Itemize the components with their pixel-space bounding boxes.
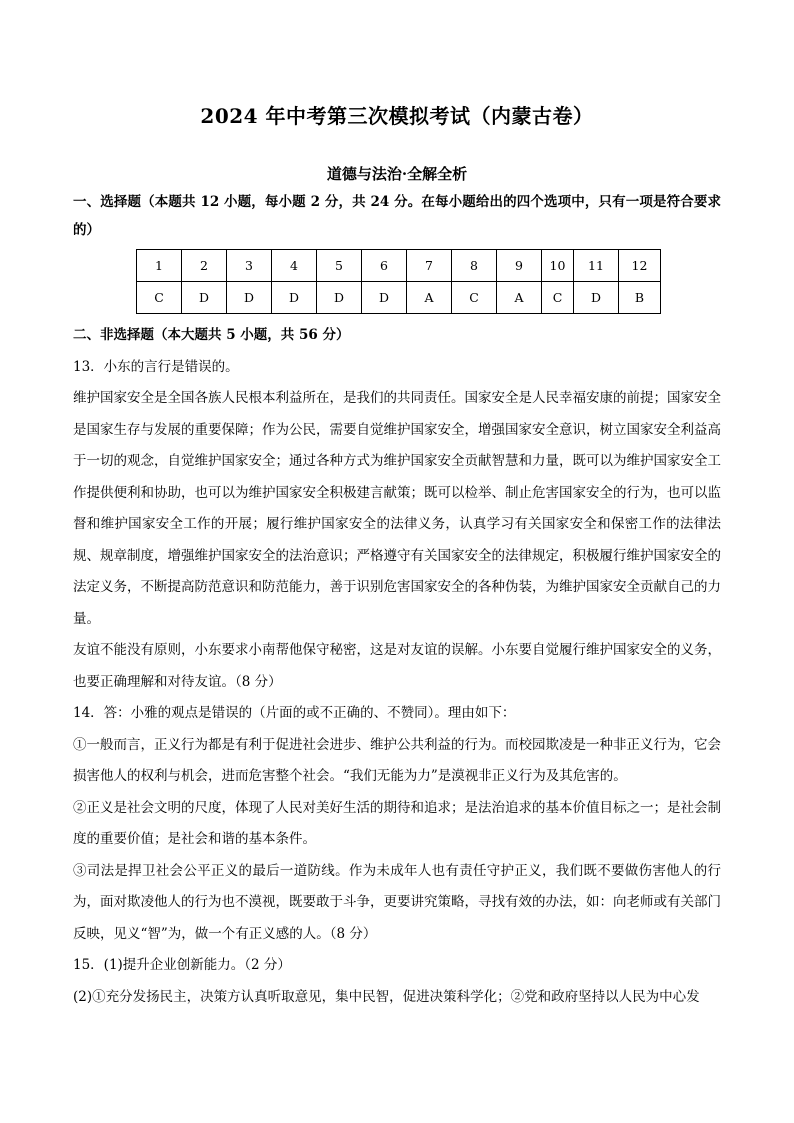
table-cell: A — [497, 282, 542, 314]
table-cell: 7 — [407, 250, 452, 282]
table-cell: 4 — [272, 250, 317, 282]
table-cell: 1 — [137, 250, 182, 282]
table-cell: A — [407, 282, 452, 314]
table-cell: B — [619, 282, 661, 314]
page-subtitle: 道德与法治·全解全析 — [326, 165, 468, 183]
section1-heading: 一、选择题（本题共 12 小题，每小题 2 分，共 24 分。在每小题给出的四个选项中，只有一项是符合要求的） — [73, 194, 721, 238]
q14-answer: 14．答：小雅的观点是错误的（片面的或不正确的、不赞同）。理由如下： — [73, 705, 516, 721]
table-cell: 12 — [619, 250, 661, 282]
table-cell: 10 — [542, 250, 574, 282]
table-cell: D — [182, 282, 227, 314]
q13-answer: 13．小东的言行是错误的。 — [73, 358, 239, 375]
table-cell: D — [317, 282, 362, 314]
table-cell: D — [227, 282, 272, 314]
table-cell: C — [452, 282, 497, 314]
q15-part-2: (2)①充分发扬民主，决策方认真听取意见，集中民智，促进决策科学化；②党和政府坚持以人民为中心发 — [73, 988, 700, 1005]
q13-paragraph-1: 维护国家安全是全国各族人民根本利益所在，是我们的共同责任。国家安全是人民幸福安康的前提；国家安全是国家生存与发展的重要保障；作为公民，需要自觉维护国家安全，增强国家安全意识，树立国家安全利益高于一切的观念，自觉维护国家安全；通过各种方式为维护国家安全贡献智慧和力量，既可以为维护国家安全工作提供便利和协助，也可以为维护国家安全积极建言献策；既可以检举、制止危害国家安全的行为，也可以监督和维护国家安全工作的开展；履行维护国家安全的法律义务，认真学习有关国家安全和保密工作的法律法规、规章制度，增强维护国家安全的法治意识；严格遵守有关国家安全的法律规定，积极履行维护国家安全的法定义务，不断提高防范意识和防范能力，善于识别危害国家安全的各种伪装，为维护国家安全贡献自己的力量。 — [73, 390, 721, 627]
q14-point-2: ②正义是社会文明的尺度，体现了人民对美好生活的期待和追求；是法治追求的基本价值目标之一；是社会制度的重要价值；是社会和谐的基本条件。 — [73, 799, 721, 847]
answer-table — [136, 249, 661, 314]
table-cell: 2 — [182, 250, 227, 282]
table-cell: 11 — [574, 250, 619, 282]
non-choice-section — [73, 320, 721, 1013]
section2-heading: 二、非选择题（本大题共 5 小题，共 56 分） — [73, 327, 350, 343]
table-cell: C — [137, 282, 182, 314]
answer-table-number-row — [137, 250, 661, 282]
q14-point-3: ③司法是捍卫社会公平正义的最后一道防线。作为未成年人也有责任守护正义，我们既不要做伤害他人的行为，面对欺凌他人的行为也不漠视，既要敢于斗争，更要讲究策略，寻找有效的办法，如：向老师或有关部门反映，见义“智”为，做一个有正义感的人。（8 分） — [73, 862, 721, 942]
table-cell: 3 — [227, 250, 272, 282]
q13-paragraph-2: 友谊不能没有原则，小东要求小南帮他保守秘密，这是对友谊的误解。小东要自觉履行维护国家安全的义务，也要正确理解和对待友谊。（8 分） — [73, 642, 721, 690]
page-title: 2024 年中考第三次模拟考试（内蒙古卷） — [200, 104, 594, 128]
table-cell: 8 — [452, 250, 497, 282]
q14-point-1: ①一般而言，正义行为都是有利于促进社会进步、维护公共利益的行为。而校园欺凌是一种非正义行为，它会损害他人的权利与机会，进而危害整个社会。“我们无能为力”是漠视非正义行为及其危害的。 — [73, 736, 721, 784]
table-cell: D — [574, 282, 619, 314]
answer-table-answer-row — [137, 282, 661, 314]
table-cell: 9 — [497, 250, 542, 282]
table-cell: C — [542, 282, 574, 314]
q15-part-1: 15．(1)提升企业创新能力。（2 分） — [73, 957, 291, 973]
section1 — [73, 188, 721, 244]
table-cell: 5 — [317, 250, 362, 282]
table-cell: 6 — [362, 250, 407, 282]
table-cell: D — [272, 282, 317, 314]
table-cell: D — [362, 282, 407, 314]
